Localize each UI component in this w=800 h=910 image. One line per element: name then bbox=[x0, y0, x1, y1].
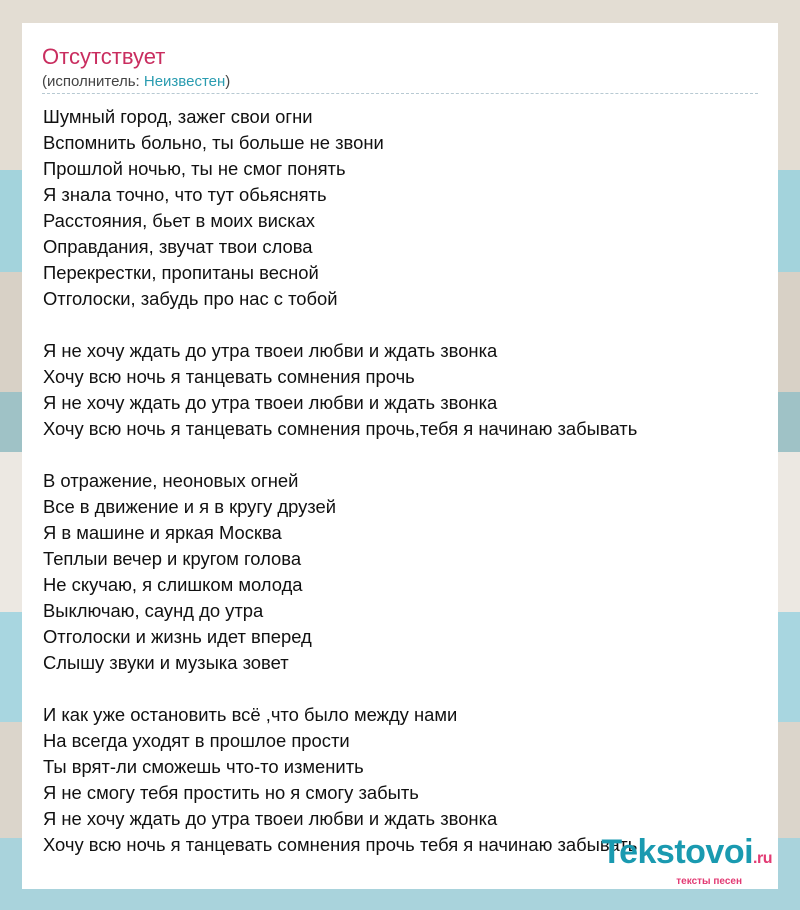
lyrics-line: Перекрестки, пропитаны весной bbox=[43, 262, 319, 283]
lyrics-line: Шумный город, зажег свои огни bbox=[43, 106, 313, 127]
artist-line bbox=[42, 73, 230, 91]
lyrics-line: Я не хочу ждать до утра твоеи любви и ждать звонка bbox=[43, 392, 498, 413]
lyrics-blank-line bbox=[43, 676, 758, 702]
logo-tld: .ru bbox=[753, 850, 772, 867]
lyrics-line: Расстояния, бьет в моих висках bbox=[43, 210, 315, 231]
logo-tagline: тексты песен bbox=[676, 876, 742, 887]
lyrics-line: Я не хочу ждать до утра твоеи любви и ждать звонка bbox=[43, 808, 498, 829]
lyrics-line: Хочу всю ночь я танцевать сомнения прочь,тебя я начинаю забывать bbox=[43, 418, 638, 439]
lyrics-line: На всегда уходят в прошлое прости bbox=[43, 730, 350, 751]
lyrics-line: В отражение, неоновых огней bbox=[43, 470, 299, 491]
artist-link[interactable]: Неизвестен bbox=[143, 73, 226, 90]
lyrics-line: Я в машине и яркая Москва bbox=[43, 522, 282, 543]
lyrics-line: Я не смогу тебя простить но я смогу забыть bbox=[43, 782, 419, 803]
lyrics-line: Не скучаю, я слишком молода bbox=[43, 574, 303, 595]
lyrics-text bbox=[43, 104, 758, 858]
lyrics-line: Слышу звуки и музыка зовет bbox=[43, 652, 289, 673]
lyrics-line: Я знала точно, что тут обьяснять bbox=[43, 184, 327, 205]
artist-suffix: ) bbox=[225, 73, 231, 90]
lyrics-blank-line bbox=[43, 442, 758, 468]
lyrics-line: Теплыи вечер и кругом голова bbox=[43, 548, 302, 569]
lyrics-line: И как уже остановить всё ,что было между нами bbox=[43, 704, 458, 725]
site-logo[interactable] bbox=[601, 835, 772, 888]
lyrics-line: Ты врят-ли сможешь что-то изменить bbox=[43, 756, 364, 777]
lyrics-card bbox=[22, 23, 778, 889]
lyrics-line: Выключаю, саунд до утра bbox=[43, 600, 264, 621]
logo-wordmark bbox=[601, 835, 772, 876]
lyrics-line: Вспомнить больно, ты больше не звони bbox=[43, 132, 384, 153]
logo-name: Tekstovoi bbox=[601, 833, 754, 871]
song-title: Отсутствует bbox=[42, 44, 166, 69]
lyrics-line: Все в движение и я в кругу друзей bbox=[43, 496, 337, 517]
lyrics-blank-line bbox=[43, 312, 758, 338]
lyrics-line: Прошлой ночью, ты не смог понять bbox=[43, 158, 346, 179]
lyrics-line: Я не хочу ждать до утра твоеи любви и ждать звонка bbox=[43, 340, 498, 361]
lyrics-line: Хочу всю ночь я танцевать сомнения прочь bbox=[43, 366, 415, 387]
lyrics-line: Отголоски и жизнь идет вперед bbox=[43, 626, 312, 647]
artist-prefix: (исполнитель: bbox=[42, 73, 144, 90]
lyrics-line: Отголоски, забудь про нас с тобой bbox=[43, 288, 338, 309]
lyrics-line: Оправдания, звучат твои слова bbox=[43, 236, 313, 257]
divider bbox=[42, 93, 758, 94]
lyrics-line: Хочу всю ночь я танцевать сомнения прочь тебя я начинаю забывать bbox=[43, 834, 638, 855]
